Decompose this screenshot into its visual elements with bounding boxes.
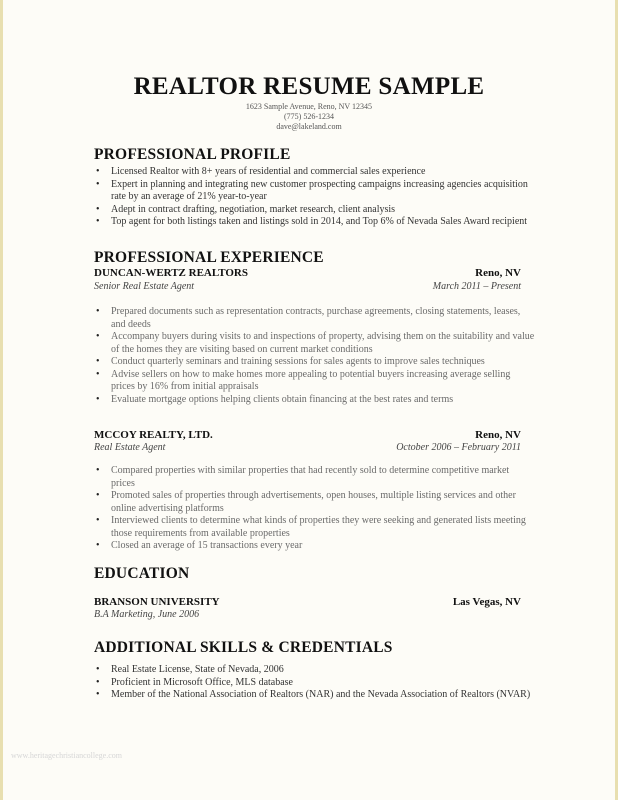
employer-name: MCCOY REALTY, LTD. bbox=[94, 429, 213, 441]
job-duties-list bbox=[95, 465, 535, 553]
list-item: • Proficient in Microsoft Office, MLS database bbox=[95, 677, 535, 690]
school-name: BRANSON UNIVERSITY bbox=[94, 596, 220, 608]
list-item: • Compared properties with similar properties that had recently sold to determine competitive market prices bbox=[95, 465, 535, 490]
list-item: • Closed an average of 15 transactions every year bbox=[95, 540, 535, 553]
profile-heading: PROFESSIONAL PROFILE bbox=[94, 146, 291, 163]
employer-location: Reno, NV bbox=[475, 429, 521, 441]
list-item: • Promoted sales of properties through advertisements, open houses, multiple listing services and other online advertising platforms bbox=[95, 490, 535, 515]
list-item: • Conduct quarterly seminars and training sessions for sales agents to improve sales techniques bbox=[95, 356, 535, 369]
resume-title: REALTOR RESUME SAMPLE bbox=[133, 73, 485, 100]
list-item: • Prepared documents such as representation contracts, purchase agreements, closing statements, leases, and deeds bbox=[95, 306, 535, 331]
job-duties-list bbox=[95, 306, 535, 406]
list-item: • Interviewed clients to determine what kinds of properties they were seeking and generated lists meeting those requirements from available properties bbox=[95, 515, 535, 540]
list-item: • Member of the National Association of Realtors (NAR) and the Nevada Association of Realtors (NVAR) bbox=[95, 689, 535, 702]
job-dates: March 2011 – Present bbox=[432, 281, 521, 292]
education-heading: EDUCATION bbox=[94, 565, 190, 582]
job-dates: October 2006 – February 2011 bbox=[396, 442, 521, 453]
experience-heading: PROFESSIONAL EXPERIENCE bbox=[94, 249, 324, 266]
skills-list bbox=[95, 664, 535, 702]
job-role: Real Estate Agent bbox=[94, 442, 166, 453]
list-item: • Licensed Realtor with 8+ years of residential and commercial sales experience bbox=[95, 166, 535, 179]
list-item: • Expert in planning and integrating new customer prospecting campaigns increasing agencies acquisition rate by an average of 21% year-to-year bbox=[95, 179, 535, 204]
list-item: • Advise sellers on how to make homes more appealing to potential buyers increasing average selling prices by 16% from initial appraisals bbox=[95, 369, 535, 394]
contact-phone: (775) 526-1234 bbox=[284, 112, 334, 121]
skills-heading: ADDITIONAL SKILLS & CREDENTIALS bbox=[94, 639, 393, 656]
employer-location: Reno, NV bbox=[475, 267, 521, 279]
employer-name: DUNCAN-WERTZ REALTORS bbox=[94, 267, 248, 279]
contact-address: 1623 Sample Avenue, Reno, NV 12345 bbox=[245, 102, 373, 111]
list-item: • Real Estate License, State of Nevada, 2006 bbox=[95, 664, 535, 677]
watermark: www.heritagechristiancollege.com bbox=[11, 751, 122, 760]
school-location: Las Vegas, NV bbox=[452, 596, 521, 608]
degree: B.A Marketing, June 2006 bbox=[94, 609, 200, 620]
list-item: • Top agent for both listings taken and listings sold in 2014, and Top 6% of Nevada Sales Award recipient bbox=[95, 216, 535, 229]
list-item: • Adept in contract drafting, negotiation, market research, client analysis bbox=[95, 204, 535, 217]
profile-list bbox=[95, 166, 535, 229]
list-item: • Evaluate mortgage options helping clients obtain financing at the best rates and terms bbox=[95, 394, 535, 407]
job-role: Senior Real Estate Agent bbox=[94, 281, 195, 292]
contact-email: dave@lakeland.com bbox=[276, 122, 342, 131]
list-item: • Accompany buyers during visits to and inspections of property, advising them on the suitability and value of the homes they are visiting based on current market conditions bbox=[95, 331, 535, 356]
